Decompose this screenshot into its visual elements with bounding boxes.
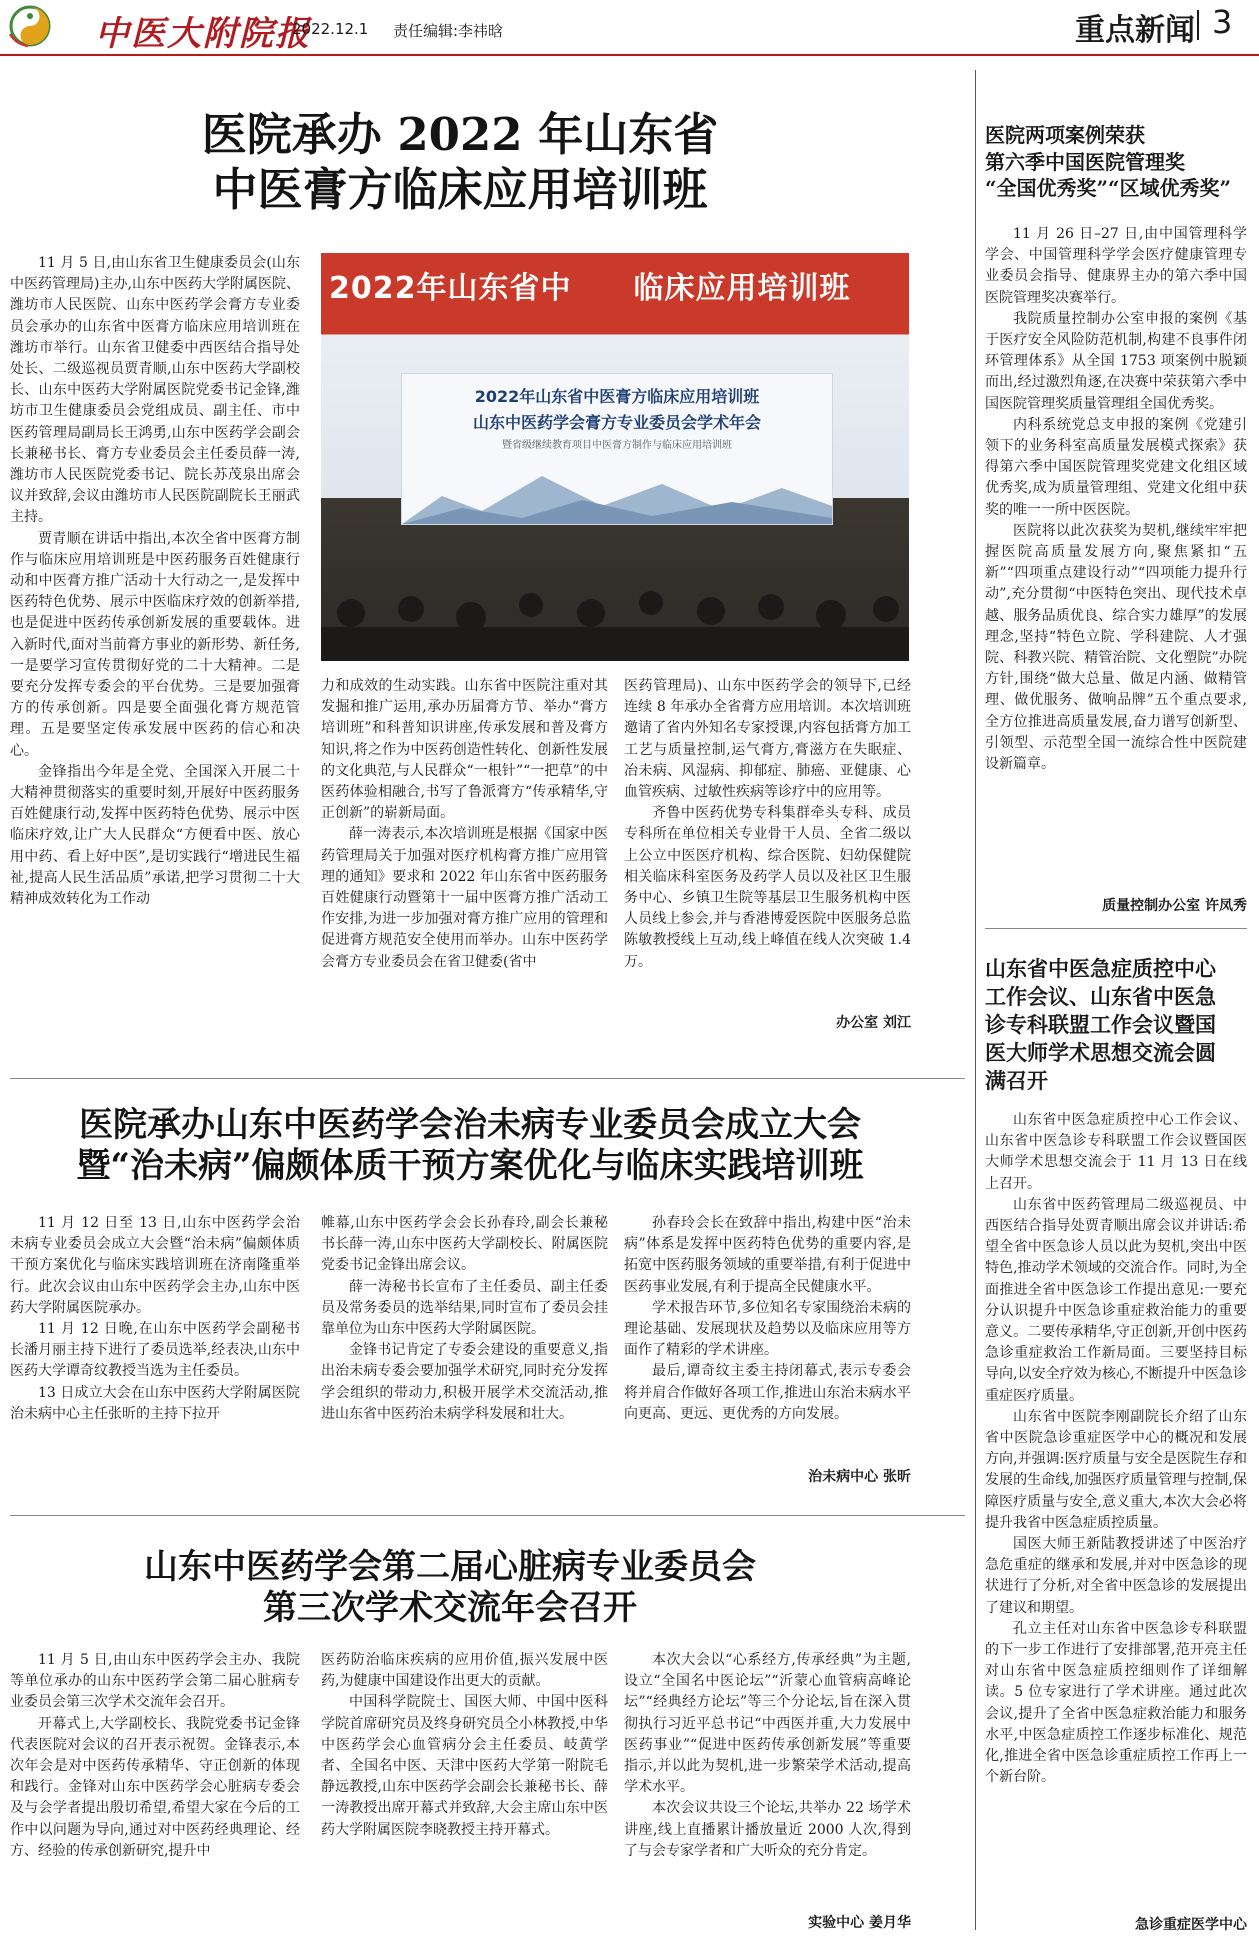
- sidebar1-title-line1: 医院两项案例荣获: [985, 123, 1145, 147]
- article2-headline: [20, 1105, 920, 1188]
- sidebar1-headline: [985, 122, 1245, 202]
- paragraph: 孙春玲会长在致辞中指出,构建中医“治未病”体系是发挥中医药特色优势的重要内容,是拓宽中医药服务领域的重要举措,有利于促进中医药事业发展,有利于提高全民健康水平。: [624, 1215, 911, 1295]
- sidebar2-title-line3: 诊专科联盟工作会议暨国: [985, 1011, 1216, 1037]
- article1-title-line2: 中医膏方临床应用培训班: [212, 162, 708, 216]
- article1-headline: [150, 108, 770, 218]
- projection-screen: [401, 373, 833, 525]
- paragraph: 11 月 26 日–27 日,由中国管理科学学会、中国管理科学学会医疗健康管理专业委员会指导、健康界主办的第六季中国医院管理奖决赛举行。: [985, 226, 1247, 306]
- article3-column-3: [624, 1650, 911, 1905]
- paragraph: 本次会议共设三个论坛,共举办 22 场学术讲座,线上直播累计播放量近 2000 人次,得到了与会专家学者和广大听众的充分肯定。: [624, 1800, 911, 1859]
- sidebar1-byline: 质量控制办公室 许凤秀: [1102, 898, 1247, 914]
- article3-headline: [90, 1547, 810, 1630]
- responsible-editor: 责任编辑:李祎晗: [393, 22, 504, 40]
- taichi-logo-icon: [6, 4, 58, 48]
- sidebar-section-divider: [985, 928, 1247, 929]
- article3-title-line2: 第三次学术交流年会召开: [263, 1588, 637, 1629]
- sidebar2-title-line4: 医大师学术思想交流会圆: [985, 1039, 1216, 1065]
- paragraph: 帷幕,山东中医药学会会长孙春玲,副会长兼秘书长薛一涛,山东中医药大学副校长、附属医院党委书记金锋出席会议。: [321, 1215, 608, 1274]
- article1-title-line1: 医院承办 2022 年山东省: [201, 108, 719, 161]
- paragraph: 学术报告环节,多位知名专家围绕治未病的理论基础、发展现状及趋势以及临床应用等方面作了精彩的学术讲座。: [624, 1299, 911, 1359]
- article3-column-2: [321, 1650, 608, 1935]
- article1-column-1: [10, 253, 300, 1043]
- page-number: 3: [1212, 3, 1233, 41]
- masthead: [0, 0, 1259, 56]
- article3-column-1: [10, 1650, 300, 1935]
- training-photo: [321, 253, 909, 661]
- paragraph: 内科系统党总支申报的案例《党建引领下的业务科室高质量发展模式探索》获得第六季中国医院管理奖党建文化组区域优秀奖,成为质量管理组、党建文化组中获奖的唯一一所中医医院。: [985, 416, 1247, 518]
- paragraph: 中国科学院院士、国医大师、中国中医科学院首席研究员及终身研究员仝小林教授,中华中医药学会心血管病分会主任委员、岐黄学者、全国名中医、天津中医药大学第一附院毛静远教授,山东中医药学会副会长兼秘书长、薛一涛教授出席开幕式并致辞,大会主席山东中医药大学附属医院李晓教授主持开幕式。: [321, 1694, 608, 1838]
- article1-column-3: [624, 676, 911, 1001]
- screen-title: 2022年山东省中医膏方临床应用培训班: [474, 387, 760, 406]
- article2-title-line1: 医院承办山东中医药学会治未病专业委员会成立大会: [79, 1105, 861, 1145]
- article1-column-2: [321, 676, 608, 1046]
- article3-title-line1: 山东中医药学会第二届心脏病专业委员会: [144, 1547, 756, 1587]
- sidebar2-title-line5: 满召开: [985, 1067, 1048, 1093]
- section-name: 重点新闻: [1075, 13, 1195, 48]
- sidebar1-body: [985, 224, 1247, 889]
- paragraph: 孔立主任对山东省中医急诊专科联盟的下一步工作进行了安排部署,范开亮主任对山东省中医急症质控细则作了详细解读。5 位专家进行了学术讲座。通过此次会议,提升了全省中医急症救治能力和服务水平,中医急症质控工作逐步标准化、规范化,推进全省中医急诊重症质控工作再上一个新台阶。: [985, 1620, 1247, 1786]
- paragraph: 金锋指出今年是全党、全国深入开展二十大精神贯彻落实的重要时刻,开展好中医药服务百姓健康行动,发挥中医药特色优势、展示中医临床疗效,让广大人民群众“方便看中医、放心用中药、看上好中医”,是切实践行“增进民生福祉,提高人民生活品质”承诺,把学习贯彻二十大精神成效转化为工作动: [10, 763, 300, 908]
- paragraph: 最后,谭奇纹主委主持闭幕式,表示专委会将并肩合作做好各项工作,推进山东治未病水平向更高、更远、更优秀的方向发展。: [624, 1363, 911, 1422]
- photo-banner-text: 2022年山东省中 临床应用培训班: [329, 271, 851, 306]
- sidebar2-title-line2: 工作会议、山东省中医急: [985, 983, 1216, 1009]
- paragraph: 11 月 12 日至 13 日,山东中医药学会治未病专业委员会成立大会暨“治未病”偏颇体质干预方案优化与临床实践培训班在济南隆重举行。此次会议由山东中医药学会主办,山东中医药大学附属医院承办。: [10, 1215, 300, 1316]
- article3-byline: 实验中心 姜月华: [808, 1915, 911, 1931]
- audience-silhouettes: [321, 583, 909, 661]
- paragraph: 山东省中医药管理局二级巡视员、中西医结合指导处贾青顺出席会议并讲话:希望全省中医急诊人员以此为契机,突出中医特色,推动学术领域的交流合作。同时,为全面推进全省中医急诊工作提出意见:一要充分认识提升中医急诊重症救治能力的重要意义。二要传承精华,守正创新,开创中医药急诊重症救治工作新局面。三要坚持目标导向,以安全疗效为核心,不断提升中医急诊重症医疗质量。: [985, 1196, 1247, 1404]
- article2-column-2: [321, 1213, 608, 1493]
- paragraph: 11 月 5 日,由山东省卫生健康委员会(山东中医药管理局)主办,山东中医药大学附属医院、潍坊市人民医院、山东中医药学会膏方专业委员会承办的山东省中医膏方临床应用培训班在潍坊市举行。山东省卫健委中西医结合指导处处长、二级巡视员贾青顺,山东中医药大学副校长、山东中医药大学附属医院党委书记金锋,潍坊市卫生健康委员会党组成员、副主任、市中医药管理局副局长王鸿勇,山东中医药学会副会长兼秘书长、膏方专业委员会主任委员薛一涛,潍坊市人民医院党委书记、院长苏茂泉出席会议并致辞,会议由潍坊市人民医院副院长王丽武主持。: [10, 255, 300, 526]
- paragraph: 开幕式上,大学副校长、我院党委书记金锋代表医院对会议的召开表示祝贺。金锋表示,本次年会是对中医药传承精华、守正创新的体现和践行。金锋对山东中医药学会心脏病专委会及与会学者提出殷切希望,希望大家在今后的工作中以问题为导向,通过对中医药经典理论、经方、经验的传承创新研究,提升中: [10, 1715, 300, 1859]
- paragraph: 齐鲁中医药优势专科集群牵头专科、成员专科所在单位相关专业骨干人员、全省二级以上公立中医医疗机构、综合医院、妇幼保健院相关临床科室医务及药学人员以及社区卫生服务中心、乡镇卫生院等基层卫生服务机构中医人员线上参会,并与香港博爱医院中医服务总监陈敏教授线上互动,线上峰值在线人次突破 1.4 万。: [624, 805, 911, 970]
- paragraph: 医院将以此次获奖为契机,继续牢牢把握医院高质量发展方向,聚焦紧扣“五新”“四项重点建设行动”“四项能力提升行动”,充分贯彻“中医特色突出、现代技术卓越、服务品质优良、综合实力雄厚”的发展理念,坚持“特色立院、学科建院、人才强院、科教兴院、精管治院、文化塑院”办院方针,围绕“做大总量、做足内涵、做精管理、做优服务、做响品牌”五个重点要求,全方位推进高质量发展,奋力谱写创新型、引领型、示范型全国一流综合性中医院建设新篇章。: [985, 522, 1247, 773]
- article2-title-line2: 暨“治未病”偏颇体质干预方案优化与临床实践培训班: [76, 1146, 864, 1187]
- sidebar2-byline: 急诊重症医学中心: [1135, 1917, 1247, 1933]
- paragraph: 我院质量控制办公室申报的案例《基于医疗安全风险防范机制,构建不良事件闭环管理体系》从全国 1753 项案例中脱颖而出,经过激烈角逐,在决赛中荣获第六季中国医院管理奖质量管理组全国优秀奖。: [985, 310, 1247, 412]
- paragraph: 薛一涛表示,本次培训班是根据《国家中医药管理局关于加强对医疗机构膏方推广应用管理的通知》要求和 2022 年山东省中医药服务百姓健康行动暨第十一届中医膏方推广活动工作安排,为进一步加强对膏方推广应用的管理和促进膏方规范安全使用而举办。山东中医药学会膏方专业委员会在省卫健委(省中: [321, 826, 608, 970]
- sidebar1-title-line2: 第六季中国医院管理奖: [985, 149, 1185, 174]
- paragraph: 金锋书记肯定了专委会建设的重要意义,指出治未病专委会要加强学术研究,同时充分发挥学会组织的带动力,积极开展学术交流活动,推进山东省中医药治未病学科发展和壮大。: [321, 1342, 608, 1422]
- screen-subtitle: 山东中医药学会膏方专业委员会学术年会: [472, 413, 761, 432]
- paragraph: 山东省中医急症质控中心工作会议、山东省中医急诊专科联盟工作会议暨国医大师学术思想交流会于 11 月 13 日在线上召开。: [985, 1112, 1247, 1192]
- issue-date: 2022.12.1: [292, 20, 369, 38]
- paragraph: 贾青顺在讲话中指出,本次全省中医膏方制作与临床应用培训班是中医药服务百姓健康行动和中医膏方推广活动十大行动之一,是发挥中医药特色优势、展示中医临床疗效的创新举措,也是促进中医药传承创新发展的重要载体。进入新时代,面对当前膏方事业的新形势、新任务,一是要学习宣传贯彻好党的二十大精神。二是要充分发挥专委会的平台优势。三是要加强膏方的传承创新。四是要全面强化膏方规范管理。五是要坚定传承发展中医药的信心和决心。: [10, 530, 300, 759]
- sidebar-divider: [975, 70, 976, 1930]
- paragraph: 国医大师王新陆教授讲述了中医治疗急危重症的继承和发展,并对中医急诊的现状进行了分析,对全省中医急诊的发展提出了建议和期望。: [985, 1536, 1247, 1616]
- article2-column-3: [624, 1213, 911, 1463]
- paragraph: 薛一涛秘书长宣布了主任委员、副主任委员及常务委员的选举结果,同时宣布了委员会挂靠单位为山东中医药大学附属医院。: [321, 1278, 608, 1338]
- paragraph: 11 月 12 日晚,在山东中医药学会副秘书长潘月丽主持下进行了委员选举,经表决,山东中医药大学谭奇纹教授当选为主任委员。: [10, 1321, 300, 1380]
- sidebar2-headline: [985, 955, 1245, 1095]
- paragraph: 医药管理局)、山东中医药学会的领导下,已经连续 8 年承办全省膏方应用培训。本次培训班邀请了省内外知名专家授课,内容包括膏方加工工艺与质量控制,运气膏方,膏滋方在失眠症、冶未病、风湿病、抑郁症、肺癌、亚健康、心血管疾病、过敏性疾病等诊疗中的应用等。: [624, 678, 911, 801]
- sidebar1-title-line3: “全国优秀奖”“区域优秀奖”: [985, 176, 1232, 201]
- article2-byline: 治未病中心 张昕: [808, 1469, 911, 1485]
- paragraph: 11 月 5 日,由山东中医药学会主办、我院等单位承办的山东中医药学会第二届心脏病专业委员会第三次学术交流年会召开。: [10, 1652, 300, 1711]
- paper-name: 中医大附院报: [95, 14, 311, 54]
- sidebar2-title-line1: 山东省中医急症质控中心: [985, 956, 1216, 981]
- sidebar2-body: [985, 1110, 1247, 1908]
- paragraph: 山东省中医院李刚副院长介绍了山东省中医院急诊重症医学中心的概况和发展方向,并强调:医疗质量与安全是医院生存和发展的生命线,加强医疗质量管理与控制,保障医疗质量与安全,意义重大,本次大会必将提升我省中医急症质控质量。: [985, 1408, 1247, 1531]
- screen-caption: 暨省级继续教育项目中医膏方制作与临床应用培训班: [502, 440, 732, 451]
- paragraph: 医药防治临床疾病的应用价值,振兴发展中医药,为健康中国建设作出更大的贡献。: [321, 1652, 608, 1690]
- article1-byline: 办公室 刘江: [836, 1015, 911, 1031]
- paragraph: 力和成效的生动实践。山东省中医院注重对其发掘和推广运用,承办历届膏方节、举办“膏方培训班”和科普知识讲座,传承发展和普及膏方知识,将之作为中医药创造性转化、创新性发展的文化典范,与人民群众“一根针”“一把草”的中医药体验相融合,书写了鲁派膏方“传承精华,守正创新”的崭新局面。: [321, 678, 608, 822]
- article-divider: [10, 1078, 965, 1079]
- article2-column-1: [10, 1213, 300, 1493]
- article-divider: [10, 1515, 965, 1516]
- section-divider: [1197, 10, 1199, 40]
- paragraph: 13 日成立大会在山东中医药大学附属医院治未病中心主任张昕的主持下拉开: [10, 1384, 300, 1422]
- paragraph: 本次大会以“心系经方,传承经典”为主题,设立“全国名中医论坛”“沂蒙心血管病高峰论坛”“经典经方论坛”等三个分论坛,旨在深入贯彻执行习近平总书记“中西医并重,大力发展中医药事业”“促进中医药传承创新发展”等重要指示,并以此为契机,进一步繁荣学术活动,提高学术水平。: [624, 1652, 911, 1796]
- mountain-illustration: [402, 466, 832, 524]
